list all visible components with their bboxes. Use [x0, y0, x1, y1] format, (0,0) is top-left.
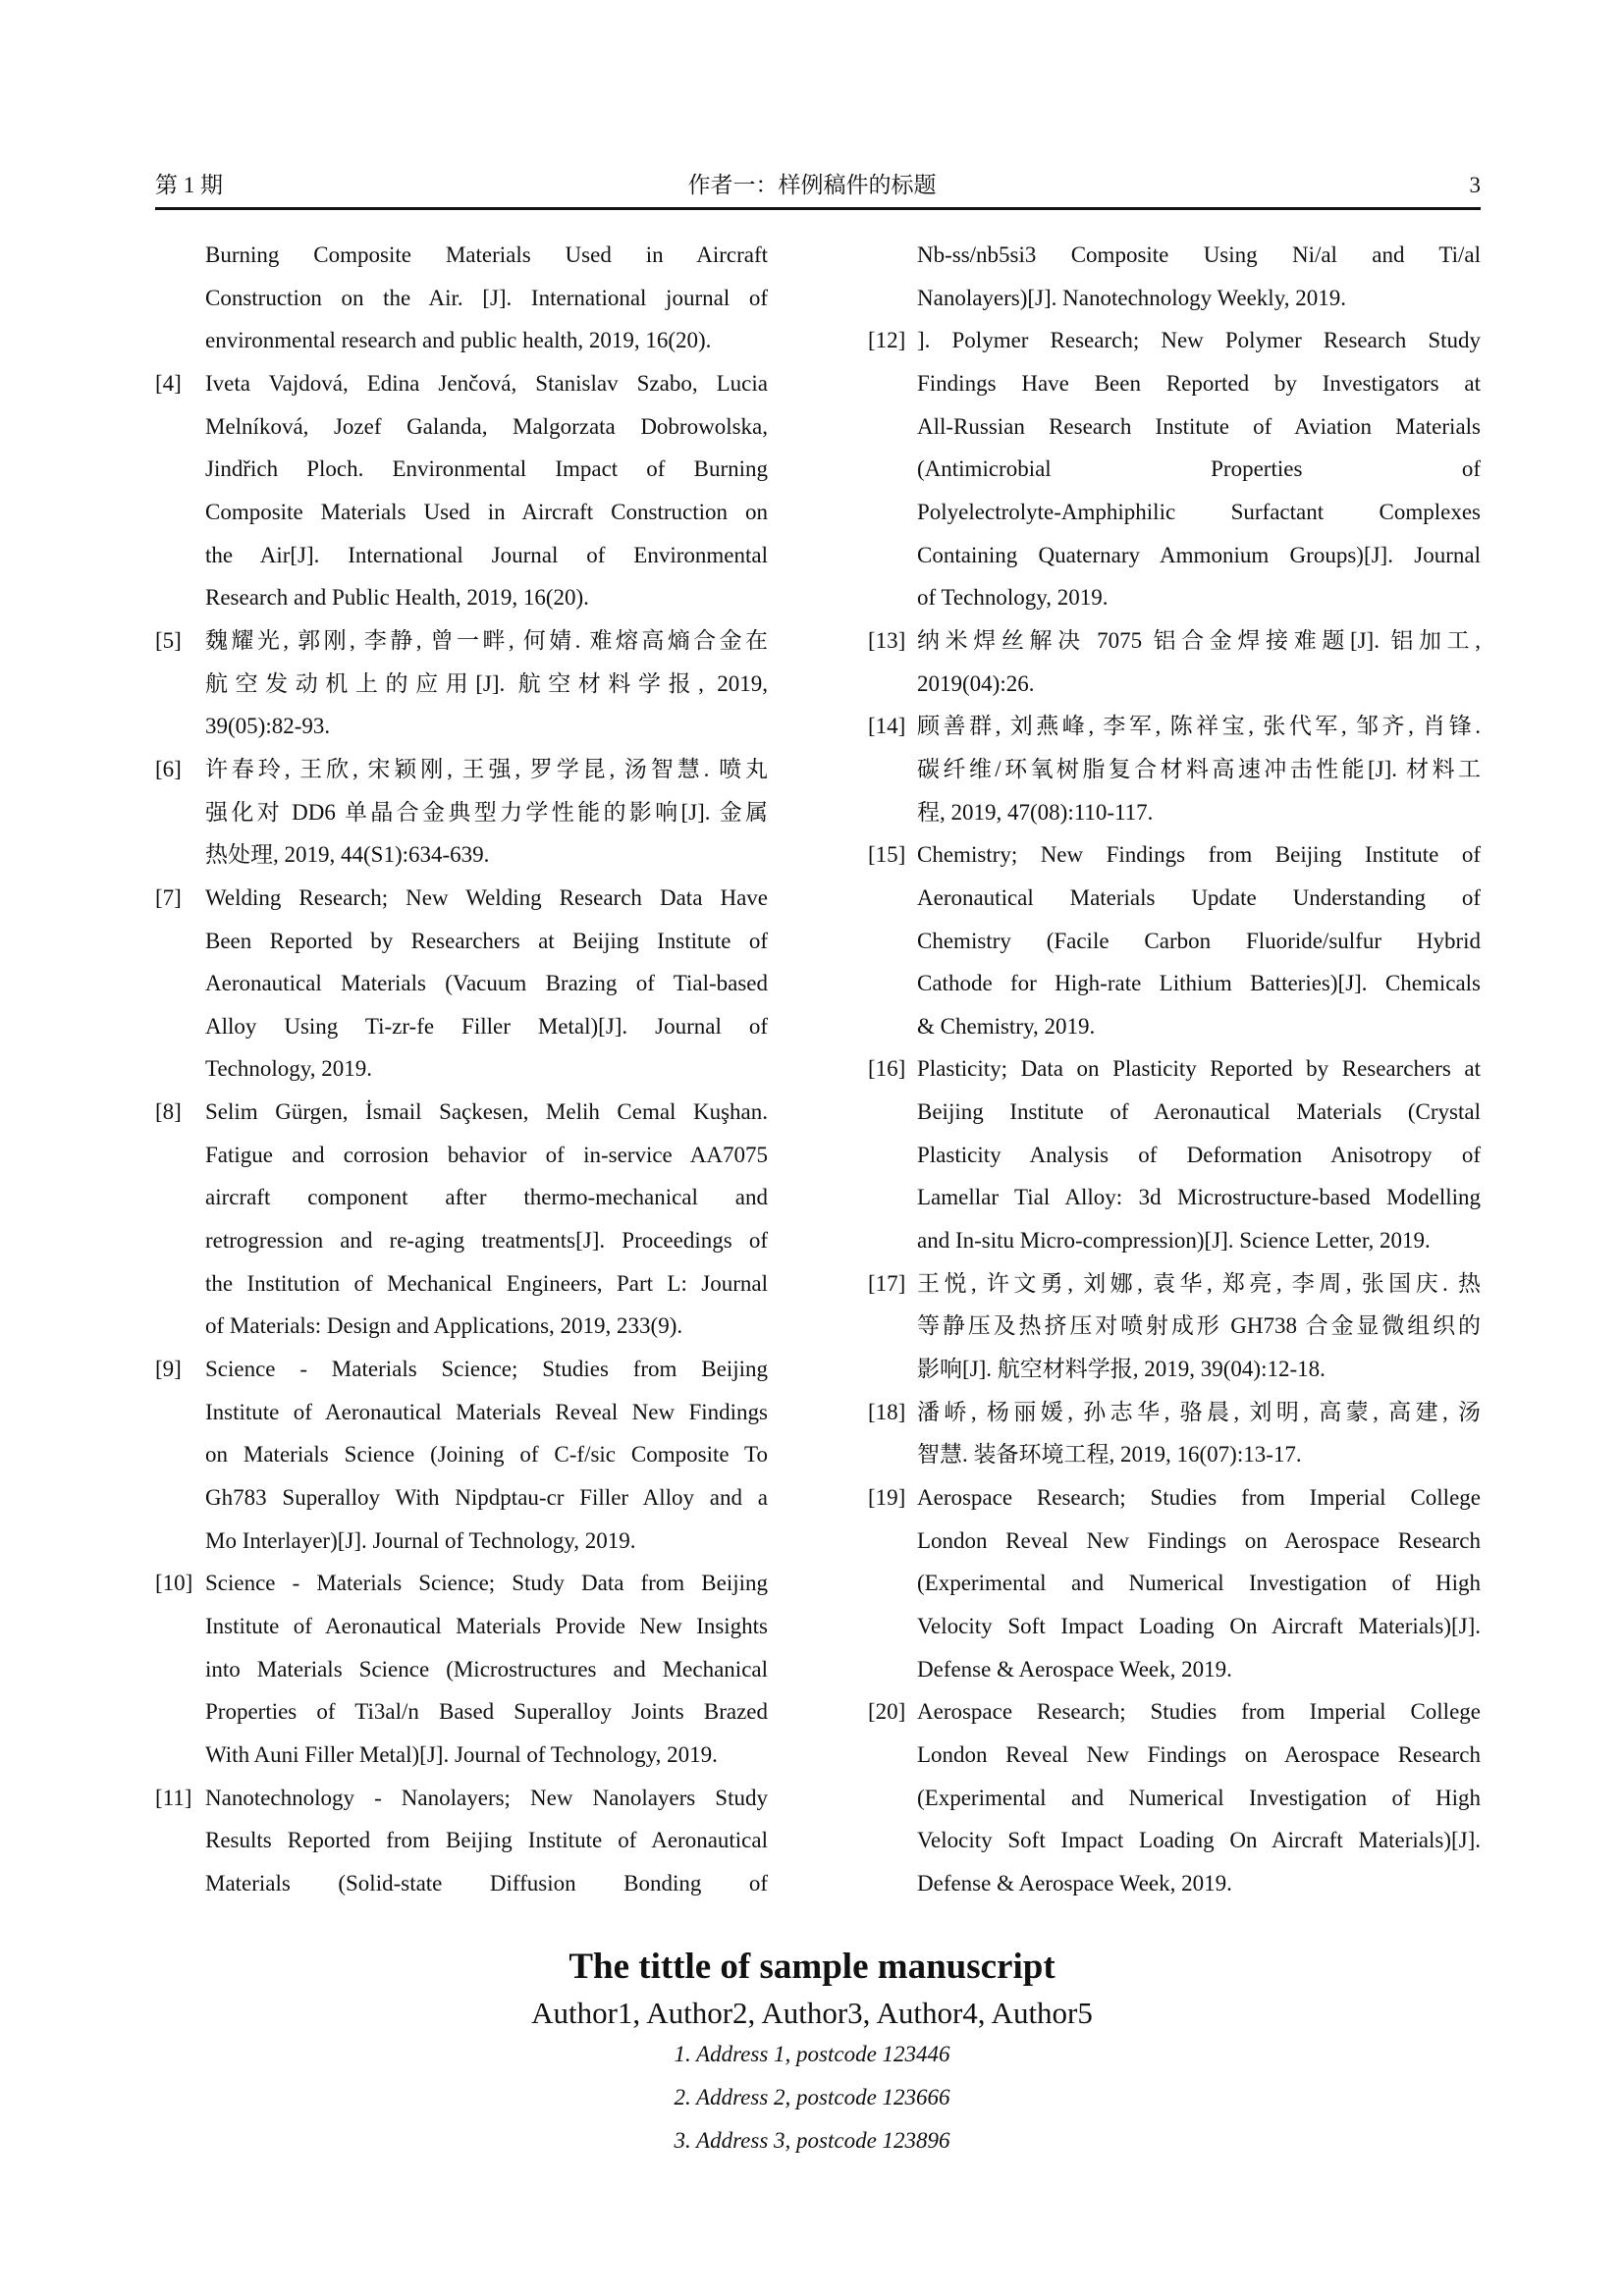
reference-number: [11]	[155, 1785, 192, 1810]
header-issue: 第 1 期	[155, 173, 223, 197]
references-left-column	[155, 234, 768, 1905]
reference-text-line: Composite Materials Used in Aircraft Construction on	[205, 499, 768, 524]
reference-entry	[155, 1348, 768, 1562]
reference-number: [13]	[868, 627, 906, 653]
reference-text-line: Defense & Aerospace Week, 2019.	[917, 1870, 1232, 1896]
reference-entry	[868, 1690, 1481, 1904]
reference-entry	[155, 362, 768, 619]
reference-text-line: Institute of Aeronautical Materials Reveal New Findings	[205, 1399, 768, 1424]
reference-text-line: Jindřich Ploch. Environmental Impact of Burning	[205, 456, 768, 482]
reference-text-line: 强化对 DD6 单晶合金典型力学性能的影响[J]. 金属	[205, 799, 768, 825]
reference-text-line: Research and Public Health, 2019, 16(20).	[205, 585, 589, 611]
reference-text-line: Chemistry (Facile Carbon Fluoride/sulfur Hybrid	[917, 928, 1481, 953]
reference-text-line: on Materials Science (Joining of C-f/sic Composite To	[205, 1442, 768, 1468]
reference-text-line: Containing Quaternary Ammonium Groups)[J]. Journal	[917, 542, 1481, 567]
reference-text-line: the Institution of Mechanical Engineers, Part L: Journal	[205, 1270, 768, 1296]
reference-text-line: Selim Gürgen, İsmail Saçkesen, Melih Cemal Kuşhan.	[205, 1099, 768, 1125]
reference-text-line: Plasticity; Data on Plasticity Reported by Researchers at	[917, 1056, 1481, 1082]
reference-text-line: 许春玲, 王欣, 宋颖刚, 王强, 罗学昆, 汤智慧. 喷丸	[205, 756, 768, 781]
author-list: Author1, Author2, Author3, Author4, Author5	[531, 1996, 1093, 2030]
reference-text-line: With Auni Filler Metal)[J]. Journal of Technology, 2019.	[205, 1741, 718, 1767]
reference-text-line: Melníková, Jozef Galanda, Malgorzata Dobrowolska,	[205, 413, 768, 439]
reference-text-line: Polyelectrolyte-Amphiphilic Surfactant Complexes	[917, 499, 1481, 524]
reference-text-line: aircraft component after thermo-mechanical and	[205, 1185, 768, 1210]
reference-text-line: 顾善群, 刘燕峰, 李军, 陈祥宝, 张代军, 邹齐, 肖锋.	[917, 714, 1481, 739]
reference-entry	[155, 234, 768, 362]
reference-text-line: of Materials: Design and Applications, 2019, 233(9).	[205, 1313, 683, 1339]
reference-text-line: Been Reported by Researchers at Beijing Institute of	[205, 928, 768, 953]
reference-text-line: London Reveal New Findings on Aerospace Research	[917, 1741, 1481, 1767]
reference-text-line: Fatigue and corrosion behavior of in-service AA7075	[205, 1142, 768, 1167]
reference-text-line: retrogression and re-aging treatments[J]. Proceedings of	[205, 1228, 768, 1254]
reference-text-line: the Air[J]. International Journal of Environmental	[205, 542, 768, 567]
reference-number: [19]	[868, 1485, 906, 1511]
header-running-title: 作者一：样例稿件的标题	[687, 173, 937, 197]
reference-text-line: Results Reported from Beijing Institute of Aeronautical	[205, 1828, 768, 1853]
reference-text-line: Nanotechnology - Nanolayers; New Nanolayers Study	[205, 1785, 768, 1810]
reference-text-line: Aeronautical Materials (Vacuum Brazing of Tial-based	[205, 971, 768, 996]
affiliation-address: 1. Address 1, postcode 123446	[674, 2042, 950, 2066]
paper-title: The tittle of sample manuscript	[568, 1947, 1056, 1987]
reference-text-line: Burning Composite Materials Used in Aircraft	[205, 242, 768, 267]
reference-text-line: and In-situ Micro-compression)[J]. Science Letter, 2019.	[917, 1228, 1431, 1254]
reference-text-line: Lamellar Tial Alloy: 3d Microstructure-based Modelling	[917, 1185, 1481, 1210]
reference-number: [8]	[155, 1099, 182, 1125]
reference-text-line: Plasticity Analysis of Deformation Anisotropy of	[917, 1142, 1481, 1167]
reference-number: [12]	[868, 328, 906, 353]
reference-number: [10]	[155, 1571, 193, 1596]
reference-number: [9]	[155, 1357, 182, 1382]
reference-text-line: 纳米焊丝解决 7075 铝合金焊接难题[J]. 铝加工,	[917, 627, 1481, 653]
reference-text-line: 39(05):82-93.	[205, 714, 331, 739]
reference-text-line: 潘峤, 杨丽媛, 孙志华, 骆晨, 刘明, 高蒙, 高建, 汤	[917, 1399, 1481, 1424]
reference-entry	[868, 705, 1481, 833]
reference-text-line: Cathode for High-rate Lithium Batteries)[J]. Chemicals	[917, 971, 1481, 996]
reference-entry	[155, 1562, 768, 1776]
reference-text-line: 影响[J]. 航空材料学报, 2019, 39(04):12-18.	[917, 1357, 1326, 1382]
reference-text-line: Iveta Vajdová, Edina Jenčová, Stanislav Szabo, Lucia	[205, 370, 768, 396]
affiliation-address: 2. Address 2, postcode 123666	[674, 2085, 950, 2109]
reference-text-line: Beijing Institute of Aeronautical Materials (Crystal	[917, 1099, 1481, 1125]
reference-entry	[155, 1777, 768, 1905]
reference-text-line: Construction on the Air. [J]. International journal of	[205, 285, 768, 310]
reference-text-line: Welding Research; New Welding Research Data Have	[205, 884, 768, 910]
reference-number: [4]	[155, 370, 182, 396]
reference-entry	[868, 234, 1481, 319]
reference-text-line: Institute of Aeronautical Materials Provide New Insights	[205, 1614, 768, 1638]
reference-text-line: of Technology, 2019.	[917, 585, 1109, 611]
reference-number: [17]	[868, 1270, 906, 1296]
reference-entry	[868, 1391, 1481, 1476]
header-rule	[155, 207, 1481, 210]
reference-text-line: Chemistry; New Findings from Beijing Institute of	[917, 842, 1481, 868]
reference-entry	[155, 877, 768, 1091]
reference-text-line: Aerospace Research; Studies from Imperial College	[917, 1485, 1481, 1511]
reference-number: [5]	[155, 627, 182, 653]
reference-number: [20]	[868, 1699, 906, 1725]
references-right-column	[868, 234, 1481, 1905]
reference-text-line: ]. Polymer Research; New Polymer Research Study	[917, 328, 1481, 353]
reference-text-line: Aerospace Research; Studies from Imperial College	[917, 1699, 1481, 1725]
reference-text-line: 等静压及热挤压对喷射成形 GH738 合金显微组织的	[917, 1313, 1481, 1339]
reference-text-line: Nanolayers)[J]. Nanotechnology Weekly, 2019.	[917, 285, 1346, 310]
reference-text-line: environmental research and public health, 2019, 16(20).	[205, 328, 712, 353]
reference-text-line: (Experimental and Numerical Investigation of High	[917, 1785, 1481, 1810]
reference-entry	[868, 833, 1481, 1047]
reference-text-line: Gh783 Superalloy With Nipdptau-cr Filler Alloy and a	[205, 1485, 768, 1511]
reference-text-line: 热处理, 2019, 44(S1):634-639.	[205, 842, 490, 868]
reference-text-line: 智慧. 装备环境工程, 2019, 16(07):13-17.	[917, 1442, 1302, 1468]
reference-text-line: Aeronautical Materials Update Understanding of	[917, 884, 1481, 910]
reference-text-line: (Antimicrobial Properties of	[917, 456, 1481, 482]
reference-text-line: 魏耀光, 郭刚, 李静, 曾一畔, 何婧. 难熔高熵合金在	[205, 627, 768, 653]
reference-text-line: Nb-ss/nb5si3 Composite Using Ni/al and Ti/al	[917, 242, 1481, 267]
reference-text-line: Science - Materials Science; Studies from Beijing	[205, 1357, 768, 1382]
reference-number: [14]	[868, 714, 906, 739]
reference-entry	[868, 319, 1481, 619]
reference-text-line: 程, 2019, 47(08):110-117.	[917, 799, 1154, 825]
reference-number: [15]	[868, 842, 906, 868]
reference-entry	[868, 1476, 1481, 1690]
reference-number: [7]	[155, 884, 182, 910]
reference-text-line: into Materials Science (Microstructures and Mechanical	[205, 1656, 768, 1682]
reference-text-line: Properties of Ti3al/n Based Superalloy Joints Brazed	[205, 1699, 768, 1725]
reference-text-line: Velocity Soft Impact Loading On Aircraft Materials)[J].	[917, 1614, 1481, 1638]
reference-text-line: 航空发动机上的应用[J]. 航空材料学报, 2019,	[205, 670, 768, 696]
reference-number: [18]	[868, 1399, 906, 1424]
reference-text-line: Technology, 2019.	[205, 1056, 373, 1082]
reference-text-line: Defense & Aerospace Week, 2019.	[917, 1656, 1232, 1682]
reference-text-line: Materials (Solid-state Diffusion Bonding of	[205, 1870, 768, 1896]
page-number: 3	[1469, 173, 1481, 197]
reference-entry	[868, 1262, 1481, 1391]
reference-entry	[155, 1091, 768, 1348]
reference-text-line: Alloy Using Ti-zr-fe Filler Metal)[J]. Journal of	[205, 1013, 768, 1039]
reference-entry	[868, 619, 1481, 705]
reference-text-line: Velocity Soft Impact Loading On Aircraft Materials)[J].	[917, 1828, 1481, 1853]
reference-text-line: Science - Materials Science; Study Data from Beijing	[205, 1571, 768, 1596]
reference-text-line: 王悦, 许文勇, 刘娜, 袁华, 郑亮, 李周, 张国庆. 热	[917, 1270, 1481, 1296]
reference-text-line: Mo Interlayer)[J]. Journal of Technology, 2019.	[205, 1527, 636, 1553]
reference-text-line: 碳纤维/环氧树脂复合材料高速冲击性能[J]. 材料工	[917, 756, 1481, 781]
reference-number: [16]	[868, 1056, 906, 1082]
reference-text-line: & Chemistry, 2019.	[917, 1013, 1096, 1039]
reference-entry	[155, 619, 768, 748]
reference-text-line: 2019(04):26.	[917, 670, 1035, 696]
reference-text-line: London Reveal New Findings on Aerospace Research	[917, 1527, 1481, 1553]
reference-entry	[155, 748, 768, 877]
reference-text-line: (Experimental and Numerical Investigation of High	[917, 1571, 1481, 1596]
reference-text-line: Findings Have Been Reported by Investigators at	[917, 370, 1481, 396]
reference-entry	[868, 1047, 1481, 1261]
reference-text-line: All-Russian Research Institute of Aviation Materials	[917, 413, 1481, 439]
affiliation-address: 3. Address 3, postcode 123896	[674, 2128, 950, 2153]
reference-number: [6]	[155, 756, 182, 781]
